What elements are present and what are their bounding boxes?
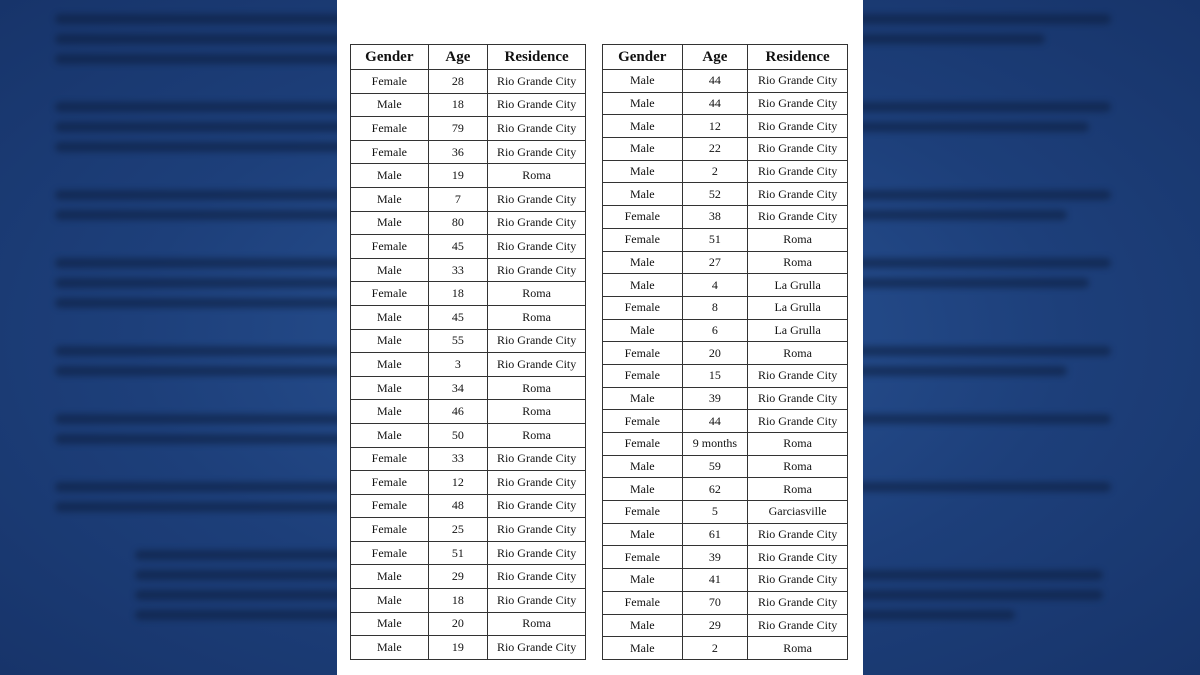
cell-age: 18	[428, 282, 488, 306]
table-row	[603, 433, 848, 456]
cell-residence: Rio Grande City	[488, 211, 586, 235]
cell-gender: Female	[603, 228, 683, 251]
cell-age: 70	[682, 591, 748, 614]
cell-gender: Male	[351, 211, 429, 235]
cell-gender: Male	[351, 612, 429, 636]
cell-gender: Female	[603, 296, 683, 319]
cell-gender: Male	[351, 400, 429, 424]
cell-residence: Rio Grande City	[488, 258, 586, 282]
table-row	[351, 353, 586, 377]
table-row	[351, 376, 586, 400]
table-row	[603, 478, 848, 501]
cell-age: 51	[682, 228, 748, 251]
cell-age: 44	[682, 410, 748, 433]
cell-residence: Roma	[488, 612, 586, 636]
cell-gender: Male	[351, 164, 429, 188]
cell-residence: Rio Grande City	[488, 235, 586, 259]
cell-residence: Rio Grande City	[748, 160, 848, 183]
cell-age: 5	[682, 501, 748, 524]
cell-age: 20	[428, 612, 488, 636]
cell-age: 29	[682, 614, 748, 637]
cell-gender: Female	[603, 546, 683, 569]
cell-gender: Male	[351, 565, 429, 589]
cell-gender: Male	[603, 160, 683, 183]
cell-residence: Rio Grande City	[748, 70, 848, 93]
table-row	[351, 541, 586, 565]
table-row	[603, 637, 848, 660]
cell-age: 19	[428, 164, 488, 188]
cell-gender: Female	[351, 117, 429, 141]
cell-residence: Rio Grande City	[748, 523, 848, 546]
cell-residence: Rio Grande City	[748, 115, 848, 138]
cell-residence: Rio Grande City	[488, 353, 586, 377]
cell-residence: Roma	[488, 305, 586, 329]
table-row	[603, 251, 848, 274]
table-row	[603, 138, 848, 161]
cell-residence: Rio Grande City	[488, 140, 586, 164]
cell-gender: Female	[603, 206, 683, 229]
table-row	[603, 206, 848, 229]
table-row	[351, 518, 586, 542]
header-residence: Residence	[748, 45, 848, 70]
cell-age: 36	[428, 140, 488, 164]
records-left-body	[351, 70, 586, 660]
cell-residence: Rio Grande City	[748, 364, 848, 387]
cell-residence: Rio Grande City	[748, 183, 848, 206]
cell-residence: Rio Grande City	[748, 206, 848, 229]
cell-residence: Rio Grande City	[488, 93, 586, 117]
table-row	[351, 565, 586, 589]
cell-age: 51	[428, 541, 488, 565]
cell-residence: Roma	[748, 637, 848, 660]
cell-age: 80	[428, 211, 488, 235]
cell-age: 12	[428, 471, 488, 495]
cell-gender: Male	[603, 115, 683, 138]
cell-residence: Rio Grande City	[748, 387, 848, 410]
cell-age: 48	[428, 494, 488, 518]
cell-gender: Male	[351, 93, 429, 117]
cell-gender: Male	[603, 387, 683, 410]
cell-age: 27	[682, 251, 748, 274]
cell-age: 8	[682, 296, 748, 319]
table-row	[351, 93, 586, 117]
table-row	[351, 305, 586, 329]
cell-gender: Male	[351, 423, 429, 447]
cell-age: 20	[682, 342, 748, 365]
table-row	[603, 455, 848, 478]
table-row	[351, 612, 586, 636]
cell-gender: Female	[351, 282, 429, 306]
cell-age: 7	[428, 187, 488, 211]
cell-residence: Roma	[488, 400, 586, 424]
table-row	[603, 410, 848, 433]
table-row	[351, 447, 586, 471]
cell-gender: Female	[351, 471, 429, 495]
table-row	[603, 501, 848, 524]
table-row	[603, 228, 848, 251]
table-row	[603, 183, 848, 206]
cell-age: 52	[682, 183, 748, 206]
table-row	[351, 400, 586, 424]
cell-residence: Rio Grande City	[748, 92, 848, 115]
cell-residence: Rio Grande City	[748, 410, 848, 433]
cell-residence: Rio Grande City	[748, 614, 848, 637]
cell-age: 33	[428, 447, 488, 471]
table-row	[351, 589, 586, 613]
cell-residence: Rio Grande City	[748, 138, 848, 161]
cell-gender: Female	[603, 433, 683, 456]
table-row	[351, 140, 586, 164]
cell-age: 3	[428, 353, 488, 377]
table-row	[603, 546, 848, 569]
cell-gender: Male	[603, 183, 683, 206]
cell-gender: Female	[603, 591, 683, 614]
cell-gender: Male	[351, 258, 429, 282]
cell-gender: Female	[351, 494, 429, 518]
cell-age: 2	[682, 160, 748, 183]
cell-residence: Roma	[488, 376, 586, 400]
table-row	[351, 636, 586, 660]
table-row	[603, 296, 848, 319]
table-row	[351, 494, 586, 518]
cell-age: 9 months	[682, 433, 748, 456]
cell-gender: Male	[603, 251, 683, 274]
cell-age: 44	[682, 92, 748, 115]
cell-residence: Rio Grande City	[488, 70, 586, 94]
cell-gender: Male	[351, 589, 429, 613]
table-row	[351, 211, 586, 235]
table-row	[603, 569, 848, 592]
table-row	[603, 342, 848, 365]
cell-age: 38	[682, 206, 748, 229]
cell-residence: Roma	[488, 282, 586, 306]
header-age: Age	[428, 45, 488, 70]
table-row	[603, 160, 848, 183]
cell-age: 19	[428, 636, 488, 660]
table-row	[351, 235, 586, 259]
records-right-body	[603, 70, 848, 660]
cell-age: 50	[428, 423, 488, 447]
cell-residence: Roma	[748, 455, 848, 478]
cell-gender: Male	[603, 274, 683, 297]
cell-gender: Female	[351, 140, 429, 164]
cell-gender: Male	[603, 92, 683, 115]
cell-age: 28	[428, 70, 488, 94]
cell-gender: Male	[603, 70, 683, 93]
cell-age: 45	[428, 305, 488, 329]
cell-age: 34	[428, 376, 488, 400]
table-row	[351, 471, 586, 495]
table-row	[603, 364, 848, 387]
cell-age: 39	[682, 546, 748, 569]
cell-gender: Male	[351, 376, 429, 400]
cell-gender: Male	[351, 329, 429, 353]
cell-gender: Female	[603, 364, 683, 387]
table-row	[603, 115, 848, 138]
cell-age: 12	[682, 115, 748, 138]
cell-gender: Male	[603, 138, 683, 161]
cell-residence: Rio Grande City	[488, 589, 586, 613]
table-row	[351, 164, 586, 188]
table-row	[603, 70, 848, 93]
cell-age: 46	[428, 400, 488, 424]
cell-age: 59	[682, 455, 748, 478]
cell-age: 39	[682, 387, 748, 410]
cell-gender: Male	[351, 353, 429, 377]
cell-gender: Male	[603, 319, 683, 342]
table-row	[603, 614, 848, 637]
table-row	[603, 591, 848, 614]
records-table-left	[350, 44, 586, 660]
cell-residence: Rio Grande City	[488, 518, 586, 542]
table-row	[351, 282, 586, 306]
cell-gender: Female	[603, 501, 683, 524]
cell-gender: Male	[603, 455, 683, 478]
cell-residence: Rio Grande City	[488, 187, 586, 211]
cell-residence: Rio Grande City	[748, 569, 848, 592]
document-page	[337, 0, 863, 675]
cell-gender: Female	[603, 410, 683, 433]
cell-residence: Rio Grande City	[488, 636, 586, 660]
cell-gender: Male	[351, 636, 429, 660]
table-row	[603, 387, 848, 410]
cell-residence: La Grulla	[748, 296, 848, 319]
cell-age: 4	[682, 274, 748, 297]
cell-gender: Male	[603, 614, 683, 637]
table-row	[351, 70, 586, 94]
table-header-row	[603, 45, 848, 70]
cell-gender: Female	[351, 447, 429, 471]
cell-gender: Male	[603, 637, 683, 660]
cell-gender: Female	[351, 235, 429, 259]
records-table-right	[602, 44, 848, 660]
cell-residence: Rio Grande City	[748, 546, 848, 569]
table-row	[603, 523, 848, 546]
cell-residence: Rio Grande City	[488, 565, 586, 589]
table-row	[351, 117, 586, 141]
header-gender: Gender	[351, 45, 429, 70]
table-row	[351, 329, 586, 353]
table-row	[351, 258, 586, 282]
table-row	[351, 187, 586, 211]
cell-age: 2	[682, 637, 748, 660]
cell-residence: Roma	[748, 251, 848, 274]
cell-gender: Male	[603, 569, 683, 592]
cell-age: 15	[682, 364, 748, 387]
cell-age: 61	[682, 523, 748, 546]
cell-residence: Garciasville	[748, 501, 848, 524]
cell-residence: Rio Grande City	[488, 494, 586, 518]
table-row	[603, 92, 848, 115]
table-row	[603, 319, 848, 342]
cell-residence: Rio Grande City	[488, 329, 586, 353]
cell-residence: La Grulla	[748, 274, 848, 297]
cell-residence: Roma	[748, 433, 848, 456]
cell-residence: Roma	[748, 228, 848, 251]
table-header-row	[351, 45, 586, 70]
cell-gender: Male	[351, 305, 429, 329]
cell-residence: Rio Grande City	[488, 447, 586, 471]
cell-gender: Male	[351, 187, 429, 211]
cell-age: 79	[428, 117, 488, 141]
cell-gender: Female	[351, 541, 429, 565]
cell-residence: Roma	[748, 478, 848, 501]
cell-residence: Rio Grande City	[488, 471, 586, 495]
cell-age: 44	[682, 70, 748, 93]
cell-gender: Female	[351, 518, 429, 542]
cell-age: 62	[682, 478, 748, 501]
cell-gender: Female	[603, 342, 683, 365]
cell-residence: Roma	[748, 342, 848, 365]
cell-age: 18	[428, 589, 488, 613]
header-age: Age	[682, 45, 748, 70]
cell-residence: Rio Grande City	[488, 541, 586, 565]
cell-age: 25	[428, 518, 488, 542]
cell-age: 45	[428, 235, 488, 259]
cell-age: 33	[428, 258, 488, 282]
cell-residence: La Grulla	[748, 319, 848, 342]
cell-age: 18	[428, 93, 488, 117]
cell-residence: Roma	[488, 423, 586, 447]
table-row	[603, 274, 848, 297]
cell-residence: Roma	[488, 164, 586, 188]
header-residence: Residence	[488, 45, 586, 70]
cell-residence: Rio Grande City	[488, 117, 586, 141]
table-row	[351, 423, 586, 447]
cell-gender: Male	[603, 478, 683, 501]
cell-age: 29	[428, 565, 488, 589]
header-gender: Gender	[603, 45, 683, 70]
cell-age: 6	[682, 319, 748, 342]
cell-residence: Rio Grande City	[748, 591, 848, 614]
cell-age: 55	[428, 329, 488, 353]
cell-gender: Female	[351, 70, 429, 94]
cell-age: 22	[682, 138, 748, 161]
cell-age: 41	[682, 569, 748, 592]
cell-gender: Male	[603, 523, 683, 546]
